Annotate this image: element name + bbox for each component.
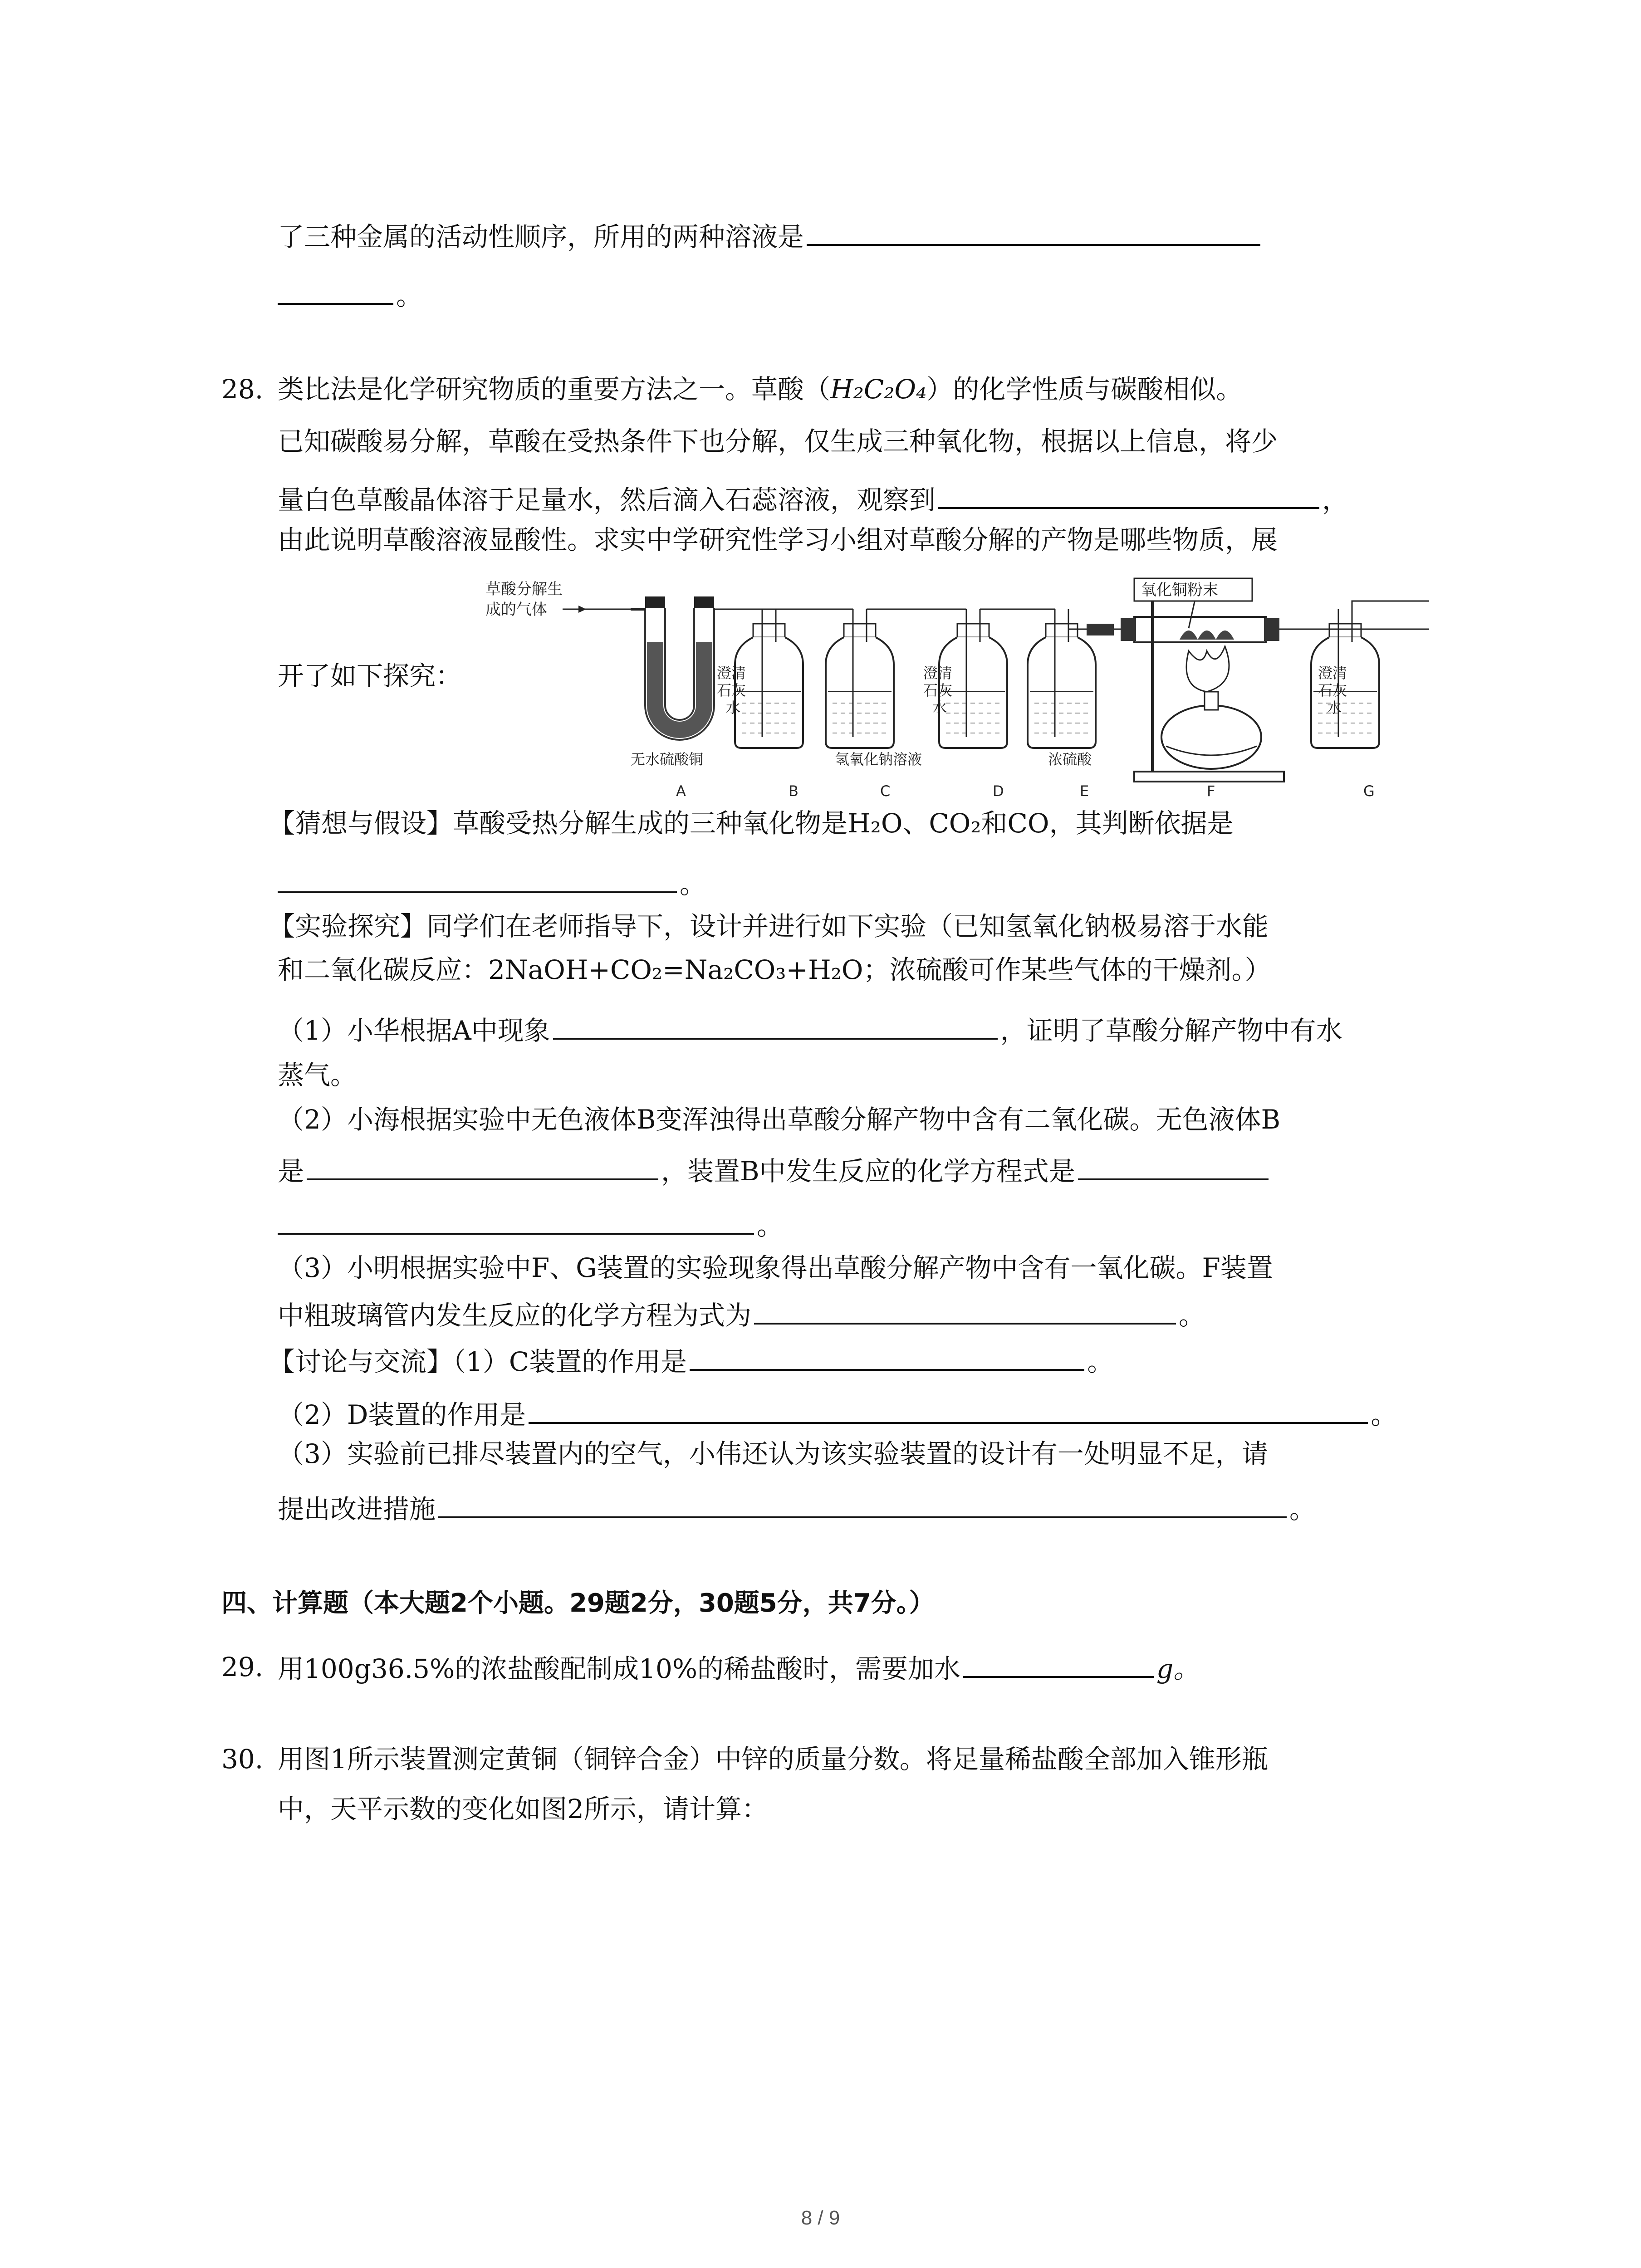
q27-line1: 了三种金属的活动性顺序，所用的两种溶液是 <box>278 217 1263 255</box>
inlet-label-2: 成的气体 <box>485 601 547 619</box>
step1-line: （1）小华根据A中现象 ，证明了草酸分解产物中有水 <box>278 1011 1342 1049</box>
q29-number: 29. <box>221 1652 264 1682</box>
letter-c: C <box>880 782 891 800</box>
page-number: 8 / 9 <box>801 2207 840 2229</box>
letter-e: E <box>1080 782 1089 800</box>
discuss-line-3: （3）实验前已排尽装置内的空气，小伟还认为该实验装置的设计有一处明显不足，请 <box>278 1438 1268 1469</box>
cuo-label: 氧化铜粉末 <box>1141 581 1218 599</box>
q28-line2: 已知碳酸易分解，草酸在受热条件下也分解，仅生成三种氧化物，根据以上信息，将少 <box>278 426 1278 457</box>
letter-f: F <box>1207 782 1215 800</box>
q29-line: 用100g36.5%的浓盐酸配制成10%的稀盐酸时，需要加水 g。 <box>278 1649 1200 1687</box>
bottle-c <box>826 609 894 748</box>
step2-equation-blank[interactable] <box>1078 1151 1269 1180</box>
hypothesis-line: 【猜想与假设】草酸受热分解生成的三种氧化物是H₂O、CO₂和CO，其判断依据是 <box>269 808 1234 839</box>
section4-title: 四、计算题（本大题2个小题。29题2分，30题5分，共7分。） <box>221 1589 935 1618</box>
anhydrous-cuso4-label: 无水硫酸铜 <box>631 751 704 768</box>
g-label-2: 石灰 <box>1318 682 1347 699</box>
d-label-3: 水 <box>932 699 947 716</box>
step2-equation-blank-2[interactable] <box>278 1206 754 1235</box>
letter-d: D <box>993 782 1004 800</box>
discuss-line-1: 【讨论与交流】（1）C装置的作用是 。 <box>269 1342 1113 1380</box>
b-label-2: 石灰 <box>717 682 746 699</box>
discuss1-blank[interactable] <box>690 1342 1084 1371</box>
d-label-2: 石灰 <box>923 682 953 699</box>
discuss-line-4: 提出改进措施 。 <box>278 1489 1316 1527</box>
step1-line-2: 蒸气。 <box>278 1060 357 1090</box>
discuss3-blank[interactable] <box>438 1489 1287 1518</box>
step2-line-3: 。 <box>278 1206 783 1244</box>
letter-g: G <box>1363 782 1375 800</box>
inlet-label-1: 草酸分解生 <box>485 580 563 598</box>
discuss-line-2: （2）D装置的作用是 。 <box>278 1395 1397 1433</box>
q28-number: 28. <box>221 374 264 405</box>
q28-line5: 开了如下探究： <box>278 660 462 691</box>
bottle-e <box>1028 609 1096 748</box>
g-label-3: 水 <box>1327 699 1342 716</box>
step2-line-2: 是 ，装置B中发生反应的化学方程式是 <box>278 1151 1271 1189</box>
q27-line2: 。 <box>278 276 422 314</box>
hypothesis-blank-line: 。 <box>278 864 706 902</box>
step2-line-1: （2）小海根据实验中无色液体B变浑浊得出草酸分解产物中含有二氧化碳。无色液体B <box>278 1104 1281 1135</box>
step3-line-1: （3）小明根据实验中F、G装置的实验现象得出草酸分解产物中含有一氧化碳。F装置 <box>278 1252 1273 1283</box>
q27-answer-blank[interactable] <box>807 217 1260 246</box>
experiment-line-2: 和二氧化碳反应：2NaOH+CO₂=Na₂CO₃+H₂O；浓硫酸可作某些气体的干燥剂。） <box>278 954 1271 985</box>
q28-line4: 由此说明草酸溶液显酸性。求实中学研究性学习小组对草酸分解的产物是哪些物质，展 <box>278 524 1278 555</box>
q30-number: 30. <box>221 1744 264 1774</box>
reaction-tube-f <box>1121 578 1284 782</box>
discuss2-blank[interactable] <box>529 1395 1368 1424</box>
step2-liquid-blank[interactable] <box>307 1151 658 1180</box>
experiment-line-1: 【实验探究】同学们在老师指导下，设计并进行如下实验（已知氢氧化钠极易溶于水能 <box>269 911 1269 942</box>
g-label-1: 澄清 <box>1318 665 1347 682</box>
step1-blank[interactable] <box>553 1011 998 1040</box>
q27-answer-blank-2[interactable] <box>278 276 393 305</box>
h2so4-label: 浓硫酸 <box>1048 751 1092 768</box>
letter-a: A <box>676 782 686 800</box>
naoh-label: 氢氧化钠溶液 <box>835 751 922 768</box>
q29-blank[interactable] <box>963 1649 1154 1678</box>
hypothesis-blank[interactable] <box>278 864 677 893</box>
letter-b: B <box>789 782 798 800</box>
b-label-1: 澄清 <box>717 665 746 682</box>
q28-line1: 类比法是化学研究物质的重要方法之一。草酸（H₂C₂O₄）的化学性质与碳酸相似。 <box>278 374 1243 405</box>
q28-observe-blank[interactable] <box>938 480 1319 509</box>
d-label-1: 澄清 <box>923 665 953 682</box>
b-label-3: 水 <box>726 699 741 716</box>
step3-line-2: 中粗玻璃管内发生反应的化学方程为式为 。 <box>278 1295 1205 1334</box>
q30-line-2: 中，天平示数的变化如图2所示，请计算： <box>278 1794 768 1824</box>
q28-line3: 量白色草酸晶体溶于足量水，然后滴入石蕊溶液，观察到 ， <box>278 480 1348 518</box>
step3-blank[interactable] <box>754 1295 1176 1325</box>
q30-line-1: 用图1所示装置测定黄铜（铜锌合金）中锌的质量分数。将足量稀盐酸全部加入锥形瓶 <box>278 1744 1268 1774</box>
apparatus-diagram <box>481 574 1434 810</box>
